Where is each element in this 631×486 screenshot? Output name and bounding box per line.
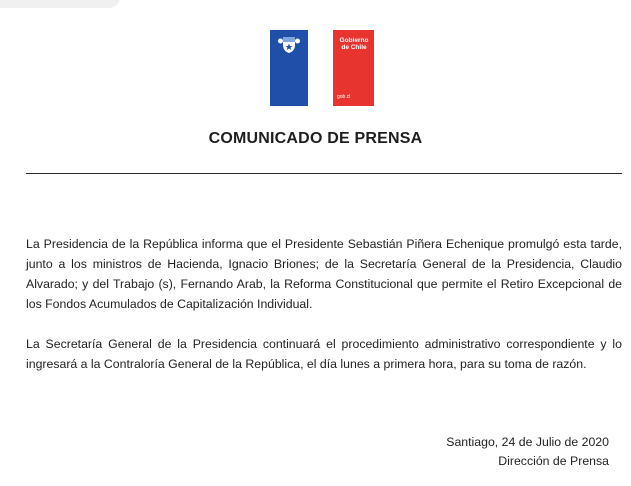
paragraph-2: La Secretaría General de la Presidencia continuará el procedimiento administrativo correspondiente y lo ingresará a la Contraloría General de la República, el día lunes a primera hora, para su toma de razón. — [26, 337, 622, 371]
coat-of-arms-icon — [277, 34, 301, 54]
signoff-place-date: Santiago, 24 de Julio de 2020 — [446, 435, 609, 449]
logo-url: gob.cl — [337, 94, 351, 100]
scan-artifact — [0, 0, 120, 8]
signoff — [446, 433, 609, 471]
logo-wordmark — [336, 37, 372, 51]
logo-line-1: Gobierno — [339, 37, 369, 44]
signoff-department: Dirección de Prensa — [498, 454, 609, 468]
title-divider — [26, 173, 622, 174]
page-title: COMUNICADO DE PRENSA — [208, 130, 423, 147]
paragraph-1: La Presidencia de la República informa que el Presidente Sebastián Piñera Echenique promulgó esta tarde, junto a los ministros de Hacienda, Ignacio Briones; de la Secretaría General de la Presidencia, Claudio Alvarado; y del Trabajo (s), Fernando Arab, la Reforma Constitucional que permite el Retiro Excepcional de los Fondos Acumulados de Capitalización Individual. — [26, 237, 622, 311]
logo-red-panel — [333, 30, 374, 106]
gobierno-de-chile-logo — [270, 30, 378, 106]
logo-line-2: de Chile — [341, 44, 367, 51]
logo-blue-panel — [270, 30, 308, 106]
